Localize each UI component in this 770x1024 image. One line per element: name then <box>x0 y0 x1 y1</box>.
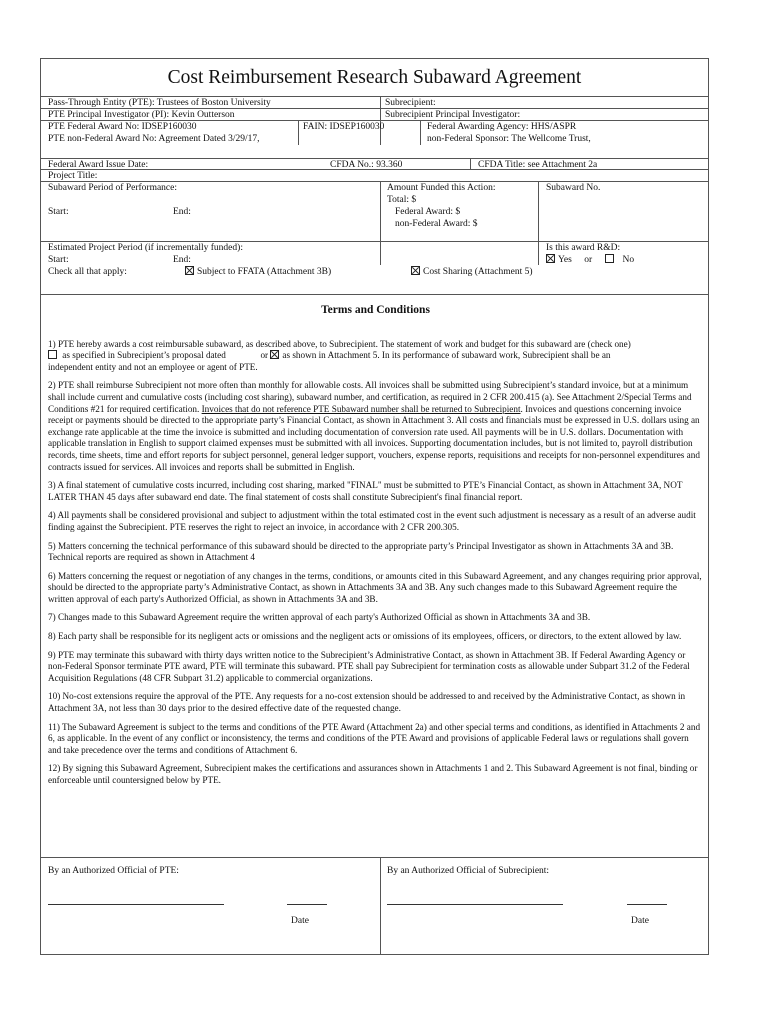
agreement-form <box>40 58 709 955</box>
term-7: 7) Changes made to this Subaward Agreement require the written approval of each party's Authorized Official as shown in Attachments 3A and 3B. <box>48 612 591 623</box>
amount-funded: Amount Funded this Action: <box>387 183 496 193</box>
check-all-label: Check all that apply: <box>48 267 127 277</box>
subrecipient-signature-label: By an Authorized Official of Subrecipient: <box>387 866 550 876</box>
pte-nonfederal-award: PTE non-Federal Award No: Agreement Dated 3/29/17, <box>48 134 260 144</box>
subrecipient-date-label: Date <box>631 916 649 926</box>
subrecipient-pi: Subrecipient Principal Investigator: <box>385 110 521 120</box>
terms-heading: Terms and Conditions <box>321 304 430 316</box>
term-9: 9) PTE may terminate this subaward with thirty days written notice to the Subrecipient’s Administrative Contact, as shown in Attachment 3B. If Federal Awarding Agency or non-Federal Sponsor terminate PTE award, PTE will terminate this subaward. PTE shall pay Subrecipient for termination costs as allowable under Subpart 31.2 of the Federal Acquisition Regulations (48 CFR Subpart 31.2) applicable to commercial organizations. <box>48 649 690 683</box>
award-issue-date: Federal Award Issue Date: <box>48 160 149 170</box>
period-end: End: <box>173 207 191 217</box>
rd-question: Is this award R&D: <box>546 243 621 253</box>
term-8: 8) Each party shall be responsible for its negligent acts or omissions and the negligent acts or omissions of its employees, officers, or directors, to the extent allowed by law. <box>48 631 682 642</box>
period-of-performance: Subaward Period of Performance: <box>48 183 178 193</box>
term-11: 11) The Subaward Agreement is subject to the terms and conditions of the PTE Award (Attachment 2a) and other special terms and conditions, as identified in Attachments 2 and 6, as applicable. In the event of any conflict or inconsistency, the terms and conditions of the PTE Award and provisions of applicable Federal laws or regulations shall govern and take precedence over the terms and conditions of Attachment 6. <box>48 721 701 755</box>
rd-yes-label: Yes <box>558 255 572 265</box>
term-10: 10) No-cost extensions require the approval of the PTE. Any requests for a no-cost extension should be addressed to and received by the Administrative Contact, as shown in Attachment 3A, not less than 30 days prior to the desired effective date of the requested change. <box>48 691 686 714</box>
term-5: 5) Matters concerning the technical performance of this subaward should be directed to the appropriate party’s Principal Investigator as shown in Attachments 3A and 3B. Technical reports are required as shown in Attachment 4 <box>48 540 674 563</box>
rd-no-checkbox[interactable] <box>605 254 614 263</box>
term-1 <box>48 339 703 374</box>
proposal-checkbox[interactable] <box>48 350 57 359</box>
term-1-end: independent entity and not an employee or agent of PTE. <box>48 361 258 372</box>
pte-entity: Pass-Through Entity (PTE): Trustees of Boston University <box>48 98 271 108</box>
subrecipient-label: Subrecipient: <box>385 98 436 108</box>
term-2-underlined: Invoices that do not reference PTE Subaward number shall be returned to Subrecipient <box>201 403 521 414</box>
rd-yes-checkbox[interactable] <box>546 254 555 263</box>
cfda-number: CFDA No.: 93.360 <box>330 160 403 170</box>
document-title: Cost Reimbursement Research Subaward Agreement <box>167 67 582 88</box>
estimated-end: End: <box>173 255 191 265</box>
amount-federal: Federal Award: $ <box>395 207 461 217</box>
cost-sharing-label: Cost Sharing (Attachment 5) <box>423 267 533 277</box>
term-1-proposal: as specified in Subrecipient’s proposal dated <box>62 350 226 361</box>
nonfederal-sponsor: non-Federal Sponsor: The Wellcome Trust, <box>427 134 591 144</box>
federal-awarding-agency: Federal Awarding Agency: HHS/ASPR <box>427 122 577 132</box>
pte-award-number: PTE Federal Award No: IDSEP160030 <box>48 122 197 132</box>
term-12: 12) By signing this Subaward Agreement, Subrecipient makes the certifications and assurances shown in Attachments 1 and 2. This Subaward Agreement is not final, binding or enforceable until countersigned below by PTE. <box>48 763 698 785</box>
period-start: Start: <box>48 207 69 217</box>
ffata-label: Subject to FFATA (Attachment 3B) <box>197 267 332 277</box>
cost-sharing-checkbox[interactable] <box>411 266 420 275</box>
rd-no-label: No <box>622 255 635 265</box>
term-2-rest: . Invoices and questions concerning invoice receipt or payments should be directed to the appropriate party’s Financial Contact, as shown in Attachment 3. All costs and financials must be expressed in U.S. dollars using an exchange rate applicable at the time the invoice is submitted and including documentation of conversion rate used. All payments will be in U.S. dollars. Documentation with applicable translation in English to support claimed expenses must be submitted with all invoices. Supporting documentation includes, but is not limited to, payroll distribution records, time sheets, time and effort reports for subject personnel, general ledger support, vouchers, expense reports, requisitions and receipts for non-personnel expenditures and contracts issued for services. All invoices and reports shall be submitted in English. <box>48 403 700 472</box>
signature-block <box>41 857 708 956</box>
subrecipient-signature-line[interactable] <box>387 904 563 905</box>
rd-options <box>546 254 634 266</box>
term-1-attachment: as shown in Attachment 5. In its performance of subaward work, Subrecipient shall be an <box>282 350 611 361</box>
pte-signature-line[interactable] <box>48 904 224 905</box>
pte-pi: PTE Principal Investigator (PI): Kevin Outterson <box>48 110 235 120</box>
estimated-start: Start: <box>48 255 69 265</box>
term-2-text: 2) PTE shall reimburse Subrecipient not more often than monthly for allowable costs. All invoices shall be submitted using Subrecipient’s standard invoice, but at a minimum shall include current and cumulative costs (including cost sharing), subaward number, and certification, as required in 2 CFR 200.415 (a). See Attachment 2/Special Terms and Conditions #21 for required certification. <box>48 380 692 414</box>
amount-total: Total: $ <box>387 195 417 205</box>
amount-nonfederal: non-Federal Award: $ <box>395 219 478 229</box>
term-4: 4) All payments shall be considered provisional and subject to adjustment within the total estimated cost in the event such adjustment is necessary as a result of an adverse audit finding against the Subrecipient. PTE reserves the right to reject an invoice, in accordance with 2 CFR 200.305. <box>48 510 696 532</box>
ffata-checkbox[interactable] <box>185 266 194 275</box>
term-6: 6) Matters concerning the request or negotiation of any changes in the terms, conditions, or amounts cited in this Subaward Agreement, and any changes requiring prior approval, should be directed to the appropriate party’s Administrative Contact, as shown in Attachments 3A and 3B. Any such changes made to this Subaward Agreement require the written approval of each party's Authorized Official, as shown in Attachments 3A and 3B. <box>48 570 702 604</box>
cfda-title: CFDA Title: see Attachment 2a <box>478 160 598 170</box>
term-3: 3) A final statement of cumulative costs incurred, including cost sharing, marked "FINAL" must be submitted to PTE’s Financial Contact, as shown in Attachment 3A, NOT LATER THAN 45 days after subaward end date. The final statement of costs shall constitute Subrecipient's final financial report. <box>48 480 683 502</box>
term-1-or: or <box>260 350 269 361</box>
term-1-text: 1) PTE hereby awards a cost reimbursable subaward, as described above, to Subrecipient. The statement of work and budget for this subaward are (check one) <box>48 338 631 349</box>
pte-date-label: Date <box>291 916 309 926</box>
term-2 <box>48 380 703 473</box>
subrecipient-date-line[interactable] <box>627 904 667 905</box>
fain: FAIN: IDSEP160030 <box>303 122 385 132</box>
estimated-period: Estimated Project Period (if incrementally funded): <box>48 243 243 253</box>
rd-or-label: or <box>584 255 593 265</box>
terms-section <box>48 299 703 794</box>
attachment5-checkbox[interactable] <box>270 350 279 359</box>
pte-signature-label: By an Authorized Official of PTE: <box>48 866 179 876</box>
pte-date-line[interactable] <box>287 904 327 905</box>
project-title: Project Title: <box>48 171 98 181</box>
subaward-number: Subaward No. <box>546 183 601 193</box>
